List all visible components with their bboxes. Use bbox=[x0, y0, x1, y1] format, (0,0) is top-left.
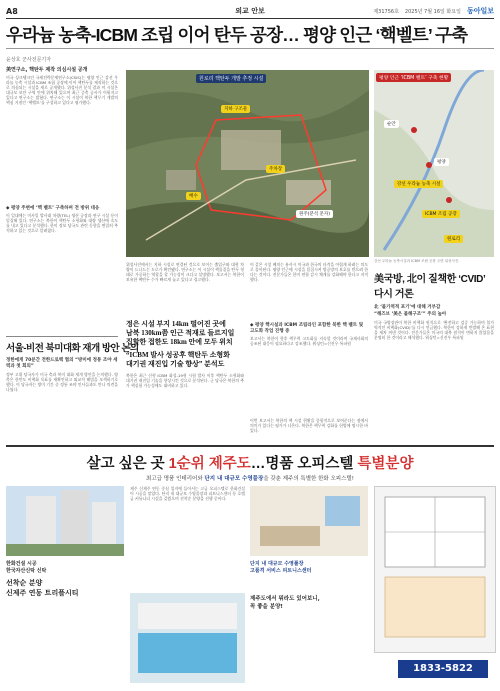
sidebar-sub-1: 北 ‘불가역적 포기’에 대해 거부감 bbox=[374, 305, 441, 310]
ad-title-special: 특별분양 bbox=[357, 456, 414, 472]
locator-title: 평양 인근 ‘ICBM 벨트’ 구축 현황 bbox=[376, 73, 451, 82]
column-4 bbox=[250, 418, 368, 442]
ad-body-text: 제주 신제주 연동 중심 입지에 들어서는 고급 오피스텔로 한화건설이 시공을 맡았다. 단지 내 대규모 수영풀장과 피트니스센터 등 호텔급 커뮤니티 시설을 갖췄으며 선착순 분양을 진행 중이다. bbox=[130, 486, 245, 502]
page-number: A8 bbox=[6, 6, 18, 16]
map-title: 원로리 핵탄두 개발 추정 시설 bbox=[196, 74, 266, 83]
ad-floorplan bbox=[374, 486, 496, 653]
ad-mid-heading-1: 단지 내 대규모 수영풀장 bbox=[250, 561, 304, 567]
ad-interior-svg bbox=[250, 486, 368, 556]
article-text-4: 북한은 최근 신형 ICBM 화성-19형 시험 발사 이후 핵탄두 소형화와 대기권 재진입 기술을 향상시킨 것으로 분석된다. 군 당국은 북한의 추가 핵실험 가능성에도 대비하고 있다. bbox=[126, 373, 244, 389]
sidebar-sub-2: “해즈브 ‘美은 불해구조’” 주의 높아 bbox=[374, 312, 447, 317]
label-kangson: 강선 우라늄 농축 시설 bbox=[394, 180, 443, 188]
ad-left-heading-1: 한화건설 시공 bbox=[6, 561, 37, 567]
column-2 bbox=[126, 262, 244, 397]
edition-number: 제31756호 bbox=[373, 8, 399, 15]
pull-quote-line-1: 정은 시설 부지 14km 떨어진 곳에 bbox=[126, 320, 226, 328]
intro-heading: 美연구소, 핵탄두 제작 의심시설 공개 bbox=[6, 67, 88, 73]
column-3 bbox=[250, 262, 368, 410]
satellite-image bbox=[126, 70, 369, 257]
pull-quote-line-3: 집할한 접한도 18km 안에 모두 위치 bbox=[126, 338, 233, 346]
headline-rule bbox=[6, 48, 494, 49]
ad-title bbox=[0, 452, 500, 473]
ad-mid-heading-4: 꼭 좋을 분양! bbox=[250, 604, 283, 610]
ad-left-copy bbox=[6, 560, 124, 598]
ad-pool-image bbox=[130, 593, 245, 683]
subheading-2: ◆ 평양 핵시설과 ICBM 조립라인 포함한 북한 핵 벨트 및 고도화 작업 진행 중 bbox=[250, 323, 364, 334]
ad-mid-heading-3: 제주도에서 뭐라도 있어보니, bbox=[250, 596, 320, 602]
sidebar-story bbox=[374, 270, 494, 438]
ad-left-heading-3: 선착순 분양 bbox=[6, 579, 43, 587]
ad-title-post: …명품 오피스텔 bbox=[250, 456, 354, 472]
bottom-story-headline: 서울-비전 북미대화 재개 방안 논의 bbox=[6, 343, 139, 354]
label-wollo: 원로리 bbox=[444, 235, 463, 243]
article-text-5: 이 같은 시설 배치는 유사시 미국과 한국의 타격을 어렵게 하려는 의도로 풀이된다. 평양 인근에 시설을 밀집시켜 방공망의 보호를 받으려 한다는 것이다. 전문가들은 한미 연합 감시 체계를 강화해야 한다고 지적했다. bbox=[250, 262, 368, 283]
ad-floorplan-svg bbox=[375, 487, 495, 652]
ad-building-svg bbox=[6, 486, 124, 556]
issue-meta bbox=[373, 6, 494, 16]
bottom-story-sub: 정한에게 70분간 전한드로백 협의 “방미에 정통 조야 세력과 첫 회의” bbox=[6, 358, 118, 369]
page-header bbox=[6, 6, 494, 16]
column-1 bbox=[6, 56, 139, 365]
map-tag-parking: 주차장 bbox=[266, 165, 285, 173]
header-rule bbox=[6, 18, 494, 19]
advertisement bbox=[0, 448, 500, 691]
ad-sub-post: 을 갖춘 제주의 특별한 한화 오피스텔! bbox=[263, 476, 354, 482]
ad-sub-highlight: 단지 내 대규모 수영풀장 bbox=[204, 476, 264, 482]
locator-map bbox=[374, 70, 494, 257]
ad-pool-svg bbox=[130, 593, 245, 683]
ad-left-heading-2: 한국자산신탁 신탁 bbox=[6, 568, 47, 574]
article-text-7: 이번 보고서는 북한의 핵 시설 현황을 종합적으로 보여준다는 점에서 의미가 있다는 평가가 나온다. 북한은 핵무력 강화를 헌법에 명시한 바 있다. bbox=[250, 418, 368, 434]
section-title: 외교 안보 bbox=[235, 7, 265, 15]
article-text-1: 미국 싱크탱크인 국제전략문제연구소(CSIS)는 평양 인근 강선 우라늄 농축 시설과 ICBM 조립 공장에 이어 핵탄두를 제작하는 것으로 의심되는 시설을 새로 공개했다. 위성사진 분석 결과 이 시설은 대규모 보안 구역 안에 위치해 있으며 최근 증축 공사가 이뤄지고 있다고 연구소는 밝혔다. 연구소는 이 시설이 북한 핵무기 개발의 핵심 거점인 ‘핵벨트’를 구성하고 있다고 평가했다. bbox=[6, 75, 118, 106]
bottom-story bbox=[6, 340, 139, 444]
ad-mid-copy bbox=[250, 560, 368, 610]
article-text-2: 이 일대에는 미사일 발사대 차량(TEL) 생산 공장과 연구 시설 등이 밀집해 있다. 연구소는 북한이 핵탄두 소형화와 대량 생산에 속도를 내고 있다고 분석했다. 한미 정보 당국도 관련 동향을 면밀히 추적하고 있는 것으로 알려졌다. bbox=[6, 213, 118, 234]
map-tag-underground: 지하 구조물 bbox=[221, 105, 250, 113]
map-caption: 강선 우라늄 농축시설과 ICBM 조립 공장 주변 위성사진. bbox=[374, 259, 460, 263]
pull-quote-line-5: 대기권 재진입 기술 향상” 분석도 bbox=[126, 360, 225, 368]
pull-quote bbox=[126, 320, 244, 369]
bottom-story-rule bbox=[6, 336, 118, 337]
ad-separator bbox=[6, 445, 494, 447]
label-sunan: 순안 bbox=[384, 120, 399, 128]
article-text-3: 위성사진에서는 지하 시설로 연결된 것으로 보이는 출입구와 대형 차량이 드나드는 도로가 확인됐다. 연구소는 이 시설이 핵물질을 탄두 형태로 가공하는 역할을 할 가능성이 크다고 설명했다. 보고서는 북한이 보유한 핵탄두 수가 빠르게 늘고 있다고 경고했다. bbox=[126, 262, 244, 283]
ad-phone-number[interactable]: 1833-5822 bbox=[398, 660, 488, 678]
main-headline: 우라늄 농축-ICBM 조립 이어 탄두 공장… 평양 인근 ‘핵벨트’ 구축 bbox=[6, 25, 468, 45]
ad-subtitle bbox=[0, 474, 500, 482]
sidebar-headline: 美국방, 北이 질책한 ‘CVID’ 다시 거론 bbox=[374, 274, 485, 300]
ad-left-heading-4: 신제주 연동 트리플시티 bbox=[6, 589, 79, 597]
byline: 윤상호 군사전문기자 bbox=[6, 57, 52, 63]
newspaper-brand: 동아일보 bbox=[466, 7, 494, 15]
ad-title-highlight: 1순위 제주도 bbox=[168, 456, 251, 472]
map-tag-analysis: 원주(분석 문자) bbox=[296, 210, 333, 218]
bottom-story-text: 정부 고위 당국자가 미국 측과 북미 대화 재개 방안을 논의했다. 양측은 한반도 비핵화 목표를 재확인하고 외교적 해법을 모색하기로 했다. 이 당국자는 방미 기간 중 정통 조야 인사들과도 만나 의견을 나눴다. bbox=[6, 372, 118, 393]
ad-mid-heading-2: 고품격 서비스 피트니스센터 bbox=[250, 568, 312, 574]
sidebar-text: 미국 국방장관이 북한 비핵화 원칙으로 ‘완전하고 검증 가능하며 불가역적인 비핵화(CVID)’를 다시 언급했다. 북한이 강하게 반발해 온 표현을 재차 꺼낸 것이다. 전문가들은 미국의 대북 원칙이 변하지 않았음을 분명히 한 것이라고 해석했다. 워싱턴=신진우 특파원 bbox=[374, 320, 494, 341]
pull-quote-line-2: 남북 130km쯤 인근 적재로 들르지일 bbox=[126, 329, 235, 337]
ad-building-image bbox=[6, 486, 124, 556]
pull-quote-line-4: “ICBM 발사 성공후 핵탄두 소형화 bbox=[126, 351, 230, 359]
map-tag-drain: 배수 bbox=[186, 192, 201, 200]
ad-title-pre: 살고 싶은 곳 bbox=[86, 456, 165, 472]
issue-date: 2025년 7월 16일 화요일 bbox=[404, 8, 461, 15]
label-pyongyang: 평양 bbox=[434, 158, 449, 166]
satellite-map bbox=[126, 70, 369, 257]
subheading-1: ◆ 평양 주변에 ‘핵 벨트’ 구축하며 전 방위 대응 bbox=[6, 206, 100, 211]
ad-interior-image bbox=[250, 486, 368, 556]
article-text-6: 보고서는 북한이 향후 핵무력 고도화를 지속할 것이라며 국제사회의 공조된 대응이 필요하다고 강조했다. 워싱턴=신진우 특파원 bbox=[250, 336, 368, 347]
ad-sub-pre: 최고급 명품 인테리어와 bbox=[146, 476, 203, 482]
label-icbm-plant: ICBM 조립 공장 bbox=[422, 210, 460, 218]
